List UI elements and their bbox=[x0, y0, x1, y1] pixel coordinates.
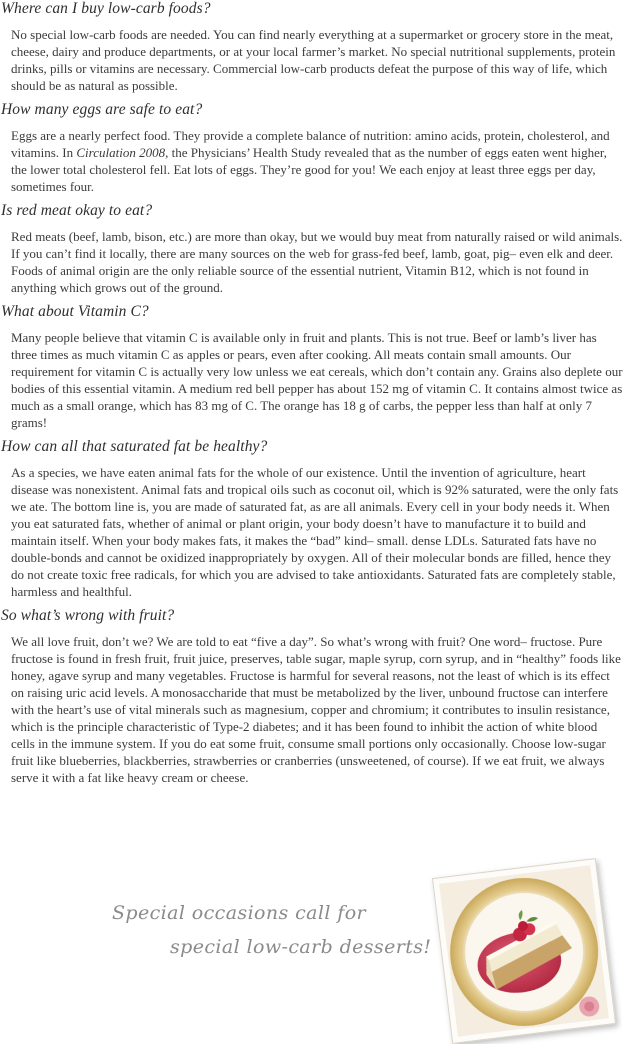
answer-text: , the Physicians’ Health Study revealed that as the number of eggs eaten went higher, the lower total cholesterol fell. Eat lots of eggs. They’re good for you! We each enjoy at least three eggs per day, sometimes four. bbox=[11, 145, 607, 194]
answer-text: Eggs are a nearly perfect food. They provide a complete balance of nutrition: amino acids, protein, cholesterol, and vitamins. In bbox=[11, 128, 610, 160]
faq-item bbox=[0, 438, 628, 600]
faq-item bbox=[0, 101, 628, 195]
dessert-photo bbox=[426, 858, 622, 1044]
faq-answer: We all love fruit, don’t we? We are told to eat “five a day”. So what’s wrong with fruit? One word– fructose. Pure fructose is found in fresh fruit, fruit juice, preserves, table sugar, maple syrup, corn syrup, and in “healthy” foods like honey, agave syrup and many vegetables. Fructose is harmful for several reasons, not the least of which is its effect on raising uric acid levels. A monosaccharide that must be metabolized by the liver, unbound fructose can interfere with the heart’s use of vital minerals such as magnesium, copper and chromium; it contributes to insulin resistance, which is the principle characteristic of Type-2 diabetes; and it has been found to inhibit the action of white blood cells in the immune system. If you do eat some fruit, consume small portions only occasionally. Choose low-sugar fruit like blueberries, blackberries, strawberries or cranberries (unsweetened, of course). If we eat fruit, we always serve it with a fat like heavy cream or cheese. bbox=[11, 634, 621, 785]
faq-question: Where can I buy low-carb foods? bbox=[1, 0, 211, 17]
faq-answer: No special low-carb foods are needed. You can find nearly everything at a supermarket or grocery store in the meat, cheese, dairy and produce departments, or at your local farmer’s market. No special nutritional supplements, protein drinks, pills or vitamins are necessary. Commercial low-carb products defeat the purpose of this way of life, which should be as natural as possible. bbox=[11, 27, 616, 93]
dessert-tagline bbox=[112, 896, 432, 964]
faq-answer bbox=[11, 127, 623, 195]
faq-item bbox=[0, 0, 628, 94]
faq-item bbox=[0, 202, 628, 296]
faq-item bbox=[0, 303, 628, 431]
faq-question: How can all that saturated fat be healthy? bbox=[1, 438, 268, 455]
faq-item bbox=[0, 607, 628, 786]
tagline-line-2: special low-carb desserts! bbox=[170, 936, 432, 958]
faq-answer: Red meats (beef, lamb, bison, etc.) are more than okay, but we would buy meat from naturally raised or wild animals. If you can’t find it locally, there are many sources on the web for grass-fed beef, lamb, goat, pig– even elk and deer. Foods of animal origin are the only reliable source of the essential nutrient, Vitamin B12, which is not found in anything which grows out of the ground. bbox=[11, 229, 623, 295]
faq-question: How many eggs are safe to eat? bbox=[1, 101, 203, 118]
tagline-line-1: Special occasions call for bbox=[112, 902, 367, 924]
faq-question: What about Vitamin C? bbox=[1, 303, 149, 320]
faq-question: Is red meat okay to eat? bbox=[1, 202, 153, 219]
cheesecake-dessert-icon bbox=[426, 858, 622, 1044]
citation: Circulation 2008 bbox=[76, 145, 166, 160]
faq-answer: As a species, we have eaten animal fats for the whole of our existence. Until the invention of agriculture, heart disease was nonexistent. Animal fats and tropical oils such as coconut oil, which is 92% saturated, were the only fats we ate. The bottom line is, you are made of saturated fat, as are all animals. Every cell in your body needs it. When you eat saturated fats, whether of animal or plant origin, your body doesn’t have to manufacture it to build and maintain itself. When your body makes fats, it makes the “bad” kind– small. dense LDLs. Saturated fats have no double-bonds and cannot be oxidized inappropriately by oxygen. All of their molecular bonds are filled, hence they do not create toxic free radicals, for which you are advised to take antioxidants. Saturated fats are completely stable, harmless and healthful. bbox=[11, 465, 619, 599]
faq-answer: Many people believe that vitamin C is available only in fruit and plants. This is not true. Beef or lamb’s liver has three times as much vitamin C as apples or pears, even after cooking. All meats contain small amounts. Our requirement for vitamin C is actually very low unless we eat cereals, which don’t contain any. Grains also deplete our bodies of this essential vitamin. A medium red bell pepper has about 152 mg of vitamin C. It contains almost twice as much as a small orange, which has 83 mg of C. The orange has 18 g of carbs, the pepper less than half at only 7 grams! bbox=[11, 330, 623, 430]
faq-question: So what’s wrong with fruit? bbox=[1, 607, 175, 624]
